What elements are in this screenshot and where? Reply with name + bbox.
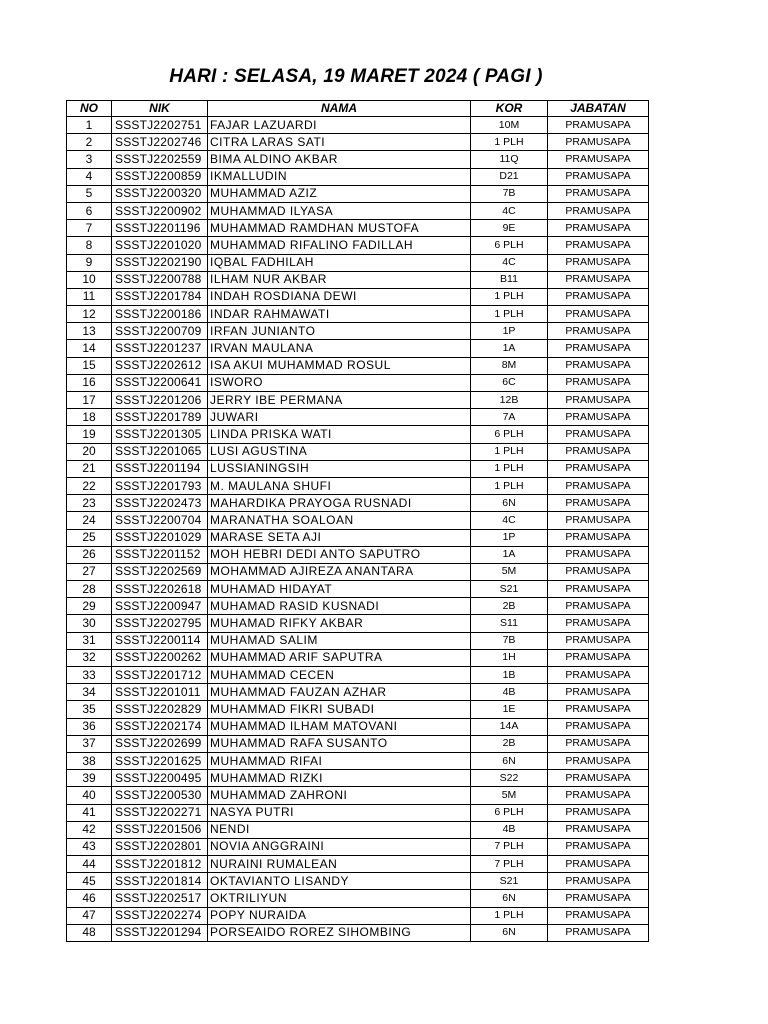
table-row (67, 838, 649, 855)
cell-nama: MUHAMMAD ZAHRONI (208, 787, 471, 804)
cell-nik: SSSTJ2201065 (112, 443, 208, 460)
header-jabatan: JABATAN (548, 101, 649, 117)
cell-kor: S22 (471, 770, 548, 787)
cell-jabatan: PRAMUSAPA (548, 838, 649, 855)
cell-jabatan: PRAMUSAPA (548, 804, 649, 821)
cell-nik: SSSTJ2202190 (112, 254, 208, 271)
cell-nik: SSSTJ2201294 (112, 924, 208, 941)
cell-jabatan: PRAMUSAPA (548, 890, 649, 907)
cell-jabatan: PRAMUSAPA (548, 168, 649, 185)
cell-jabatan: PRAMUSAPA (548, 392, 649, 409)
cell-kor: 4C (471, 512, 548, 529)
table-row (67, 288, 649, 305)
cell-nik: SSSTJ2202473 (112, 495, 208, 512)
cell-nama: NENDI (208, 821, 471, 838)
table-row (67, 718, 649, 735)
cell-nama: POPY NURAIDA (208, 907, 471, 924)
table-row (67, 185, 649, 202)
cell-jabatan: PRAMUSAPA (548, 718, 649, 735)
cell-no: 41 (67, 804, 112, 821)
cell-nama: INDAR RAHMAWATI (208, 306, 471, 323)
table-row (67, 237, 649, 254)
cell-jabatan: PRAMUSAPA (548, 632, 649, 649)
table-row (67, 117, 649, 134)
cell-no: 15 (67, 357, 112, 374)
cell-no: 44 (67, 856, 112, 873)
table-header (67, 101, 649, 117)
cell-nik: SSSTJ2201784 (112, 288, 208, 305)
table-row (67, 168, 649, 185)
cell-no: 23 (67, 495, 112, 512)
cell-nama: JERRY IBE PERMANA (208, 392, 471, 409)
cell-kor: 5M (471, 787, 548, 804)
cell-kor: 6N (471, 495, 548, 512)
cell-nama: MUHAMMAD ARIF SAPUTRA (208, 649, 471, 666)
cell-kor: 10M (471, 117, 548, 134)
cell-kor: 1 PLH (471, 477, 548, 494)
cell-nama: MOH HEBRI DEDI ANTO SAPUTRO (208, 546, 471, 563)
cell-jabatan: PRAMUSAPA (548, 288, 649, 305)
cell-nik: SSSTJ2201020 (112, 237, 208, 254)
cell-nama: NOVIA ANGGRAINI (208, 838, 471, 855)
header-nama: NAMA (208, 101, 471, 117)
cell-kor: 1E (471, 701, 548, 718)
cell-kor: 7B (471, 632, 548, 649)
cell-nik: SSSTJ2201194 (112, 460, 208, 477)
cell-jabatan: PRAMUSAPA (548, 374, 649, 391)
cell-jabatan: PRAMUSAPA (548, 443, 649, 460)
cell-jabatan: PRAMUSAPA (548, 649, 649, 666)
cell-kor: 1B (471, 667, 548, 684)
cell-no: 30 (67, 615, 112, 632)
cell-nik: SSSTJ2201814 (112, 873, 208, 890)
cell-nik: SSSTJ2202271 (112, 804, 208, 821)
cell-no: 45 (67, 873, 112, 890)
cell-nama: INDAH ROSDIANA DEWI (208, 288, 471, 305)
cell-nama: NASYA PUTRI (208, 804, 471, 821)
cell-kor: 1 PLH (471, 907, 548, 924)
cell-nama: MUHAMAD RIFKY AKBAR (208, 615, 471, 632)
table-row (67, 220, 649, 237)
cell-no: 13 (67, 323, 112, 340)
table-row (67, 649, 649, 666)
cell-kor: 1H (471, 649, 548, 666)
cell-nama: BIMA ALDINO AKBAR (208, 151, 471, 168)
cell-no: 17 (67, 392, 112, 409)
cell-nama: OKTAVIANTO LISANDY (208, 873, 471, 890)
cell-nik: SSSTJ2202699 (112, 735, 208, 752)
table-row (67, 426, 649, 443)
cell-kor: B11 (471, 271, 548, 288)
cell-nik: SSSTJ2200262 (112, 649, 208, 666)
cell-no: 27 (67, 563, 112, 580)
cell-nik: SSSTJ2202829 (112, 701, 208, 718)
table-row (67, 357, 649, 374)
cell-kor: 6 PLH (471, 237, 548, 254)
cell-jabatan: PRAMUSAPA (548, 271, 649, 288)
cell-kor: 9E (471, 220, 548, 237)
cell-no: 43 (67, 838, 112, 855)
table-row (67, 701, 649, 718)
cell-kor: 1 PLH (471, 460, 548, 477)
header-nik: NIK (112, 101, 208, 117)
cell-jabatan: PRAMUSAPA (548, 546, 649, 563)
cell-nama: FAJAR LAZUARDI (208, 117, 471, 134)
cell-nama: IRFAN JUNIANTO (208, 323, 471, 340)
cell-nama: MUHAMMAD RAMDHAN MUSTOFA (208, 220, 471, 237)
cell-nama: MARASE SETA AJI (208, 529, 471, 546)
cell-kor: 8M (471, 357, 548, 374)
table-row (67, 752, 649, 769)
cell-nama: IKMALLUDIN (208, 168, 471, 185)
table-row (67, 512, 649, 529)
table-row (67, 271, 649, 288)
cell-no: 47 (67, 907, 112, 924)
cell-nik: SSSTJ2200902 (112, 202, 208, 219)
cell-no: 20 (67, 443, 112, 460)
cell-no: 42 (67, 821, 112, 838)
table-row (67, 546, 649, 563)
cell-kor: S21 (471, 581, 548, 598)
cell-nama: MUHAMMAD ILHAM MATOVANI (208, 718, 471, 735)
cell-jabatan: PRAMUSAPA (548, 701, 649, 718)
table-row (67, 598, 649, 615)
cell-kor: 1A (471, 546, 548, 563)
cell-nik: SSSTJ2200495 (112, 770, 208, 787)
cell-nama: MUHAMMAD RIFAI (208, 752, 471, 769)
cell-nama: MUHAMAD RASID KUSNADI (208, 598, 471, 615)
table-row (67, 495, 649, 512)
cell-no: 12 (67, 306, 112, 323)
cell-nik: SSSTJ2202569 (112, 563, 208, 580)
cell-kor: 1 PLH (471, 306, 548, 323)
table-row (67, 821, 649, 838)
table-row (67, 306, 649, 323)
cell-jabatan: PRAMUSAPA (548, 357, 649, 374)
header-no: NO (67, 101, 112, 117)
table-row (67, 924, 649, 941)
cell-kor: 7B (471, 185, 548, 202)
table-row (67, 890, 649, 907)
cell-nik: SSSTJ2200947 (112, 598, 208, 615)
cell-nama: ISWORO (208, 374, 471, 391)
cell-no: 40 (67, 787, 112, 804)
cell-nik: SSSTJ2202559 (112, 151, 208, 168)
cell-nama: MUHAMMAD AZIZ (208, 185, 471, 202)
cell-nama: MUHAMMAD RIFALINO FADILLAH (208, 237, 471, 254)
cell-nama: M. MAULANA SHUFI (208, 477, 471, 494)
cell-nama: MUHAMMAD RAFA SUSANTO (208, 735, 471, 752)
cell-nama: OKTRILIYUN (208, 890, 471, 907)
cell-nik: SSSTJ2201029 (112, 529, 208, 546)
cell-no: 35 (67, 701, 112, 718)
table-row (67, 134, 649, 151)
cell-nama: CITRA LARAS SATI (208, 134, 471, 151)
cell-kor: 6C (471, 374, 548, 391)
cell-nama: ILHAM NUR AKBAR (208, 271, 471, 288)
cell-no: 38 (67, 752, 112, 769)
cell-nama: MOHAMMAD AJIREZA ANANTARA (208, 563, 471, 580)
cell-kor: 1 PLH (471, 443, 548, 460)
table-row (67, 667, 649, 684)
cell-kor: 4C (471, 254, 548, 271)
cell-jabatan: PRAMUSAPA (548, 254, 649, 271)
cell-no: 32 (67, 649, 112, 666)
cell-kor: 6 PLH (471, 804, 548, 821)
cell-nik: SSSTJ2202174 (112, 718, 208, 735)
cell-kor: 2B (471, 598, 548, 615)
cell-no: 28 (67, 581, 112, 598)
table-row (67, 907, 649, 924)
cell-nik: SSSTJ2202612 (112, 357, 208, 374)
cell-nik: SSSTJ2201305 (112, 426, 208, 443)
header-row (67, 101, 649, 117)
cell-jabatan: PRAMUSAPA (548, 581, 649, 598)
table-row (67, 787, 649, 804)
cell-no: 36 (67, 718, 112, 735)
cell-jabatan: PRAMUSAPA (548, 667, 649, 684)
cell-nik: SSSTJ2201206 (112, 392, 208, 409)
cell-no: 5 (67, 185, 112, 202)
cell-nama: MUHAMMAD RIZKI (208, 770, 471, 787)
cell-kor: D21 (471, 168, 548, 185)
cell-nama: LUSI AGUSTINA (208, 443, 471, 460)
cell-no: 14 (67, 340, 112, 357)
table-row (67, 856, 649, 873)
cell-jabatan: PRAMUSAPA (548, 512, 649, 529)
table-row (67, 632, 649, 649)
cell-kor: 4C (471, 202, 548, 219)
cell-kor: 7A (471, 409, 548, 426)
cell-nik: SSSTJ2202517 (112, 890, 208, 907)
cell-no: 1 (67, 117, 112, 134)
cell-kor: 11Q (471, 151, 548, 168)
cell-nama: MUHAMMAD CECEN (208, 667, 471, 684)
cell-kor: 5M (471, 563, 548, 580)
cell-no: 37 (67, 735, 112, 752)
cell-jabatan: PRAMUSAPA (548, 735, 649, 752)
cell-kor: 14A (471, 718, 548, 735)
cell-jabatan: PRAMUSAPA (548, 340, 649, 357)
cell-jabatan: PRAMUSAPA (548, 306, 649, 323)
cell-nik: SSSTJ2200186 (112, 306, 208, 323)
page-title: HARI : SELASA, 19 MARET 2024 ( PAGI ) (169, 66, 543, 87)
cell-no: 7 (67, 220, 112, 237)
table-row (67, 443, 649, 460)
cell-no: 24 (67, 512, 112, 529)
cell-nama: LINDA PRISKA WATI (208, 426, 471, 443)
cell-kor: 7 PLH (471, 838, 548, 855)
cell-no: 10 (67, 271, 112, 288)
cell-jabatan: PRAMUSAPA (548, 460, 649, 477)
cell-no: 6 (67, 202, 112, 219)
cell-nik: SSSTJ2202274 (112, 907, 208, 924)
cell-jabatan: PRAMUSAPA (548, 409, 649, 426)
cell-nik: SSSTJ2202795 (112, 615, 208, 632)
cell-no: 8 (67, 237, 112, 254)
cell-nik: SSSTJ2201237 (112, 340, 208, 357)
cell-nik: SSSTJ2201625 (112, 752, 208, 769)
cell-jabatan: PRAMUSAPA (548, 117, 649, 134)
table-row (67, 340, 649, 357)
table-row (67, 873, 649, 890)
cell-jabatan: PRAMUSAPA (548, 134, 649, 151)
cell-no: 16 (67, 374, 112, 391)
cell-kor: 6 PLH (471, 426, 548, 443)
cell-nik: SSSTJ2201789 (112, 409, 208, 426)
cell-nama: LUSSIANINGSIH (208, 460, 471, 477)
table-row (67, 202, 649, 219)
cell-no: 29 (67, 598, 112, 615)
cell-jabatan: PRAMUSAPA (548, 563, 649, 580)
cell-kor: 2B (471, 735, 548, 752)
cell-jabatan: PRAMUSAPA (548, 615, 649, 632)
cell-nik: SSSTJ2200859 (112, 168, 208, 185)
cell-nik: SSSTJ2202801 (112, 838, 208, 855)
cell-nik: SSSTJ2200641 (112, 374, 208, 391)
cell-jabatan: PRAMUSAPA (548, 907, 649, 924)
cell-jabatan: PRAMUSAPA (548, 873, 649, 890)
cell-kor: 7 PLH (471, 856, 548, 873)
cell-nik: SSSTJ2200320 (112, 185, 208, 202)
cell-nik: SSSTJ2201196 (112, 220, 208, 237)
cell-nik: SSSTJ2200114 (112, 632, 208, 649)
cell-no: 31 (67, 632, 112, 649)
cell-nama: MUHAMMAD FIKRI SUBADI (208, 701, 471, 718)
cell-no: 34 (67, 684, 112, 701)
cell-kor: 4B (471, 821, 548, 838)
cell-nama: IQBAL FADHILAH (208, 254, 471, 271)
cell-nik: SSSTJ2202746 (112, 134, 208, 151)
cell-jabatan: PRAMUSAPA (548, 237, 649, 254)
cell-no: 2 (67, 134, 112, 151)
cell-nik: SSSTJ2202618 (112, 581, 208, 598)
cell-no: 18 (67, 409, 112, 426)
cell-nama: ISA AKUI MUHAMMAD ROSUL (208, 357, 471, 374)
table-row (67, 581, 649, 598)
cell-jabatan: PRAMUSAPA (548, 477, 649, 494)
cell-no: 22 (67, 477, 112, 494)
cell-nama: MUHAMAD SALIM (208, 632, 471, 649)
header-kor: KOR (471, 101, 548, 117)
table-row (67, 684, 649, 701)
cell-jabatan: PRAMUSAPA (548, 220, 649, 237)
cell-jabatan: PRAMUSAPA (548, 684, 649, 701)
cell-nama: NURAINI RUMALEAN (208, 856, 471, 873)
cell-kor: 12B (471, 392, 548, 409)
cell-nik: SSSTJ2201152 (112, 546, 208, 563)
cell-nama: MAHARDIKA PRAYOGA RUSNADI (208, 495, 471, 512)
cell-kor: 6N (471, 924, 548, 941)
cell-no: 3 (67, 151, 112, 168)
table-row (67, 323, 649, 340)
table-row (67, 735, 649, 752)
cell-nik: SSSTJ2201793 (112, 477, 208, 494)
cell-no: 4 (67, 168, 112, 185)
cell-jabatan: PRAMUSAPA (548, 185, 649, 202)
cell-jabatan: PRAMUSAPA (548, 323, 649, 340)
cell-nik: SSSTJ2201011 (112, 684, 208, 701)
table-row (67, 477, 649, 494)
cell-jabatan: PRAMUSAPA (548, 924, 649, 941)
cell-nik: SSSTJ2202751 (112, 117, 208, 134)
cell-nama: PORSEAIDO ROREZ SIHOMBING (208, 924, 471, 941)
cell-kor: S11 (471, 615, 548, 632)
cell-jabatan: PRAMUSAPA (548, 787, 649, 804)
cell-no: 9 (67, 254, 112, 271)
cell-no: 39 (67, 770, 112, 787)
table-row (67, 529, 649, 546)
cell-nik: SSSTJ2200530 (112, 787, 208, 804)
cell-kor: 4B (471, 684, 548, 701)
table-body (67, 117, 649, 942)
cell-nik: SSSTJ2201506 (112, 821, 208, 838)
cell-jabatan: PRAMUSAPA (548, 770, 649, 787)
cell-nik: SSSTJ2200788 (112, 271, 208, 288)
cell-jabatan: PRAMUSAPA (548, 202, 649, 219)
cell-kor: S21 (471, 873, 548, 890)
cell-jabatan: PRAMUSAPA (548, 426, 649, 443)
cell-jabatan: PRAMUSAPA (548, 856, 649, 873)
table-row (67, 392, 649, 409)
cell-no: 48 (67, 924, 112, 941)
cell-nama: IRVAN MAULANA (208, 340, 471, 357)
cell-nik: SSSTJ2200704 (112, 512, 208, 529)
cell-nama: MUHAMAD HIDAYAT (208, 581, 471, 598)
cell-no: 19 (67, 426, 112, 443)
cell-nama: MUHAMMAD ILYASA (208, 202, 471, 219)
cell-kor: 1A (471, 340, 548, 357)
table-row (67, 804, 649, 821)
table-row (67, 409, 649, 426)
cell-jabatan: PRAMUSAPA (548, 821, 649, 838)
table-row (67, 374, 649, 391)
employee-table (66, 100, 649, 942)
cell-jabatan: PRAMUSAPA (548, 151, 649, 168)
cell-jabatan: PRAMUSAPA (548, 529, 649, 546)
cell-no: 46 (67, 890, 112, 907)
table-row (67, 254, 649, 271)
cell-kor: 1 PLH (471, 134, 548, 151)
cell-no: 26 (67, 546, 112, 563)
table-row (67, 563, 649, 580)
cell-kor: 6N (471, 752, 548, 769)
cell-no: 11 (67, 288, 112, 305)
cell-no: 25 (67, 529, 112, 546)
cell-nama: JUWARI (208, 409, 471, 426)
cell-nama: MARANATHA SOALOAN (208, 512, 471, 529)
table-row (67, 770, 649, 787)
cell-kor: 6N (471, 890, 548, 907)
cell-kor: 1P (471, 529, 548, 546)
cell-jabatan: PRAMUSAPA (548, 752, 649, 769)
cell-kor: 1P (471, 323, 548, 340)
cell-nama: MUHAMMAD FAUZAN AZHAR (208, 684, 471, 701)
cell-jabatan: PRAMUSAPA (548, 495, 649, 512)
cell-nik: SSSTJ2200709 (112, 323, 208, 340)
cell-jabatan: PRAMUSAPA (548, 598, 649, 615)
table-row (67, 151, 649, 168)
cell-kor: 1 PLH (471, 288, 548, 305)
table-row (67, 615, 649, 632)
cell-no: 21 (67, 460, 112, 477)
table-row (67, 460, 649, 477)
cell-no: 33 (67, 667, 112, 684)
cell-nik: SSSTJ2201712 (112, 667, 208, 684)
cell-nik: SSSTJ2201812 (112, 856, 208, 873)
